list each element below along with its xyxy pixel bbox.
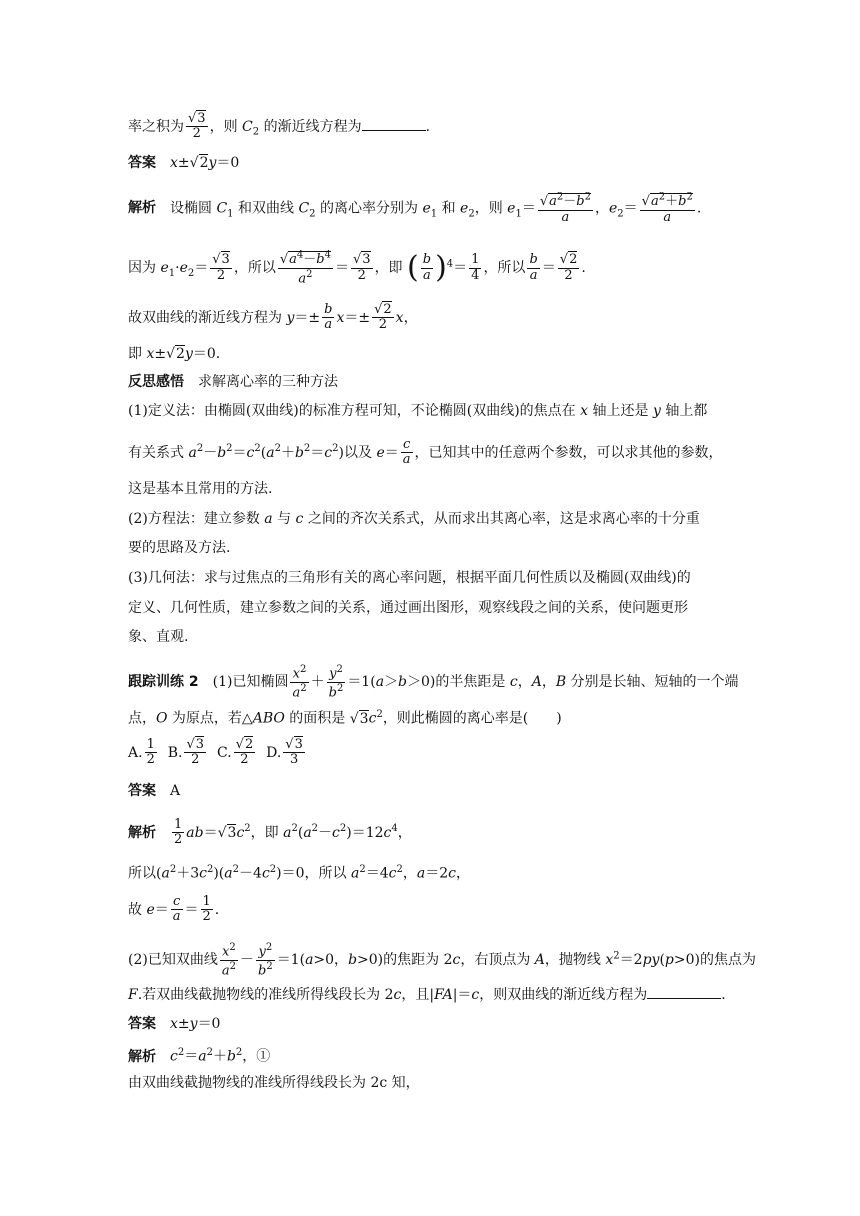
line-5: 故双曲线的渐近线方程为 y＝± $\frac{b}{a}$ x＝± √ $\frac{2}{2}$ x， [128,303,748,333]
line-2: 答案 x±√ 2y＝0 [128,153,748,173]
line-3: 解析 设椭圆 $C_1$ 和双曲线 $C_2$ 的离心率分别为 $e_1$ 和 $e_2$，则 $e_1=$ √ $\frac{a^2-b^2}{a}$ ，$e_2=$ √ $\frac{a^2+b^2}{a}$ . [128,192,748,225]
line-22: 故 e＝ $\frac{c}{a}$ ＝ $\frac{1}{2}$ . [128,894,220,925]
line-18: A. $\frac{1}{2}$ B. √ $\frac{3}{2}$ C. √ $\frac{2}{2}$ D. √ $\frac{3}{3}$ [128,738,748,768]
line-16: 跟踪训练 2 (1)已知椭圆 $\frac{x^2}{a^2}$ ＋ $\frac{y^2}{b^2}$ ＝1(a＞b＞0)的半焦距是 c，A，B 分别是长轴、短轴的一个端 [128,664,739,700]
line-27: 由双曲线截抛物线的准线所得线段长为 2c 知， [128,1075,420,1091]
line-19: 答案 A [128,783,181,799]
line-26: 解析 $c^2=a^2+b^2$，① [128,1047,271,1065]
line-14: 定义、几何性质，建立参数之间的关系，通过画出图形，观察线段之间的关系，使问题更形 [128,600,688,616]
line-6: 即 x±√ 2y＝0. [128,344,748,364]
line-20: 解析 $\frac{1}{2}$ ab＝√ $3c^2$，即 $a^2(a^2-c^2)=12c^4$， [128,818,748,848]
line-25: 答案 x±y＝0 [128,1016,221,1032]
line-23: (2)已知双曲线 $\frac{x^2}{a^2}$ － $\frac{y^2}{b^2}$ ＝1(a>0，b>0)的焦距为 2c，右顶点为 A，抛物线 $x^2=2py(p>0)$的焦点为 [128,942,756,978]
line-1: 率之积为 √ $\frac{3}{2}$ ，则 $C_2$ 的渐近线方程为 . [128,112,748,143]
line-8: (1)定义法：由椭圆(双曲线)的标准方程可知，不论椭圆(双曲线)的焦点在 x 轴上还是 y 轴上都 [128,403,708,419]
line-12: 要的思路及方法. [128,540,231,556]
line-9: 有关系式 $a^2-b^2=c^2(a^2+b^2=c^2)$以及 e＝ $\frac{c}{a}$ ，已知其中的任意两个参数，可以求其他的参数， [128,437,723,468]
line-24: F.若双曲线截抛物线的准线所得线段长为 2c，且|FA|＝c，则双曲线的渐近线方程为 . [128,984,748,1005]
line-11: (2)方程法：建立参数 a 与 c 之间的齐次关系式，从而求出其离心率，这是求离心率的十分重 [128,511,700,527]
line-15: 象、直观. [128,629,189,645]
line-4: 因为 $e_1\cdot e_2=$ √ $\frac{3}{2}$ ，所以 √ $\frac{a^4-b^4}{a^2}$ ＝ √ $\frac{3}{2}$ ，即 ( $\frac{b}{a}$ )$^4$＝ $\frac{1}{4}$ ，所以 $\frac{b}{a}$ ＝ √ $\frac{2}{2}$ . [128,250,748,286]
line-21: 所以$(a^2+3c^2)(a^2-4c^2)=0$，所以 $a^2=4c^2$，a＝2c， [128,864,470,882]
line-13: (3)几何法：求与过焦点的三角形有关的离心率问题，根据平面几何性质以及椭圆(双曲线)的 [128,570,691,586]
line-10: 这是基本且常用的方法. [128,481,273,497]
line-7: 反思感悟 求解离心率的三种方法 [128,374,338,390]
line-17: 点，O 为原点，若△ABO 的面积是 √ $3c^2$，则此椭圆的离心率是( ) [128,705,748,729]
